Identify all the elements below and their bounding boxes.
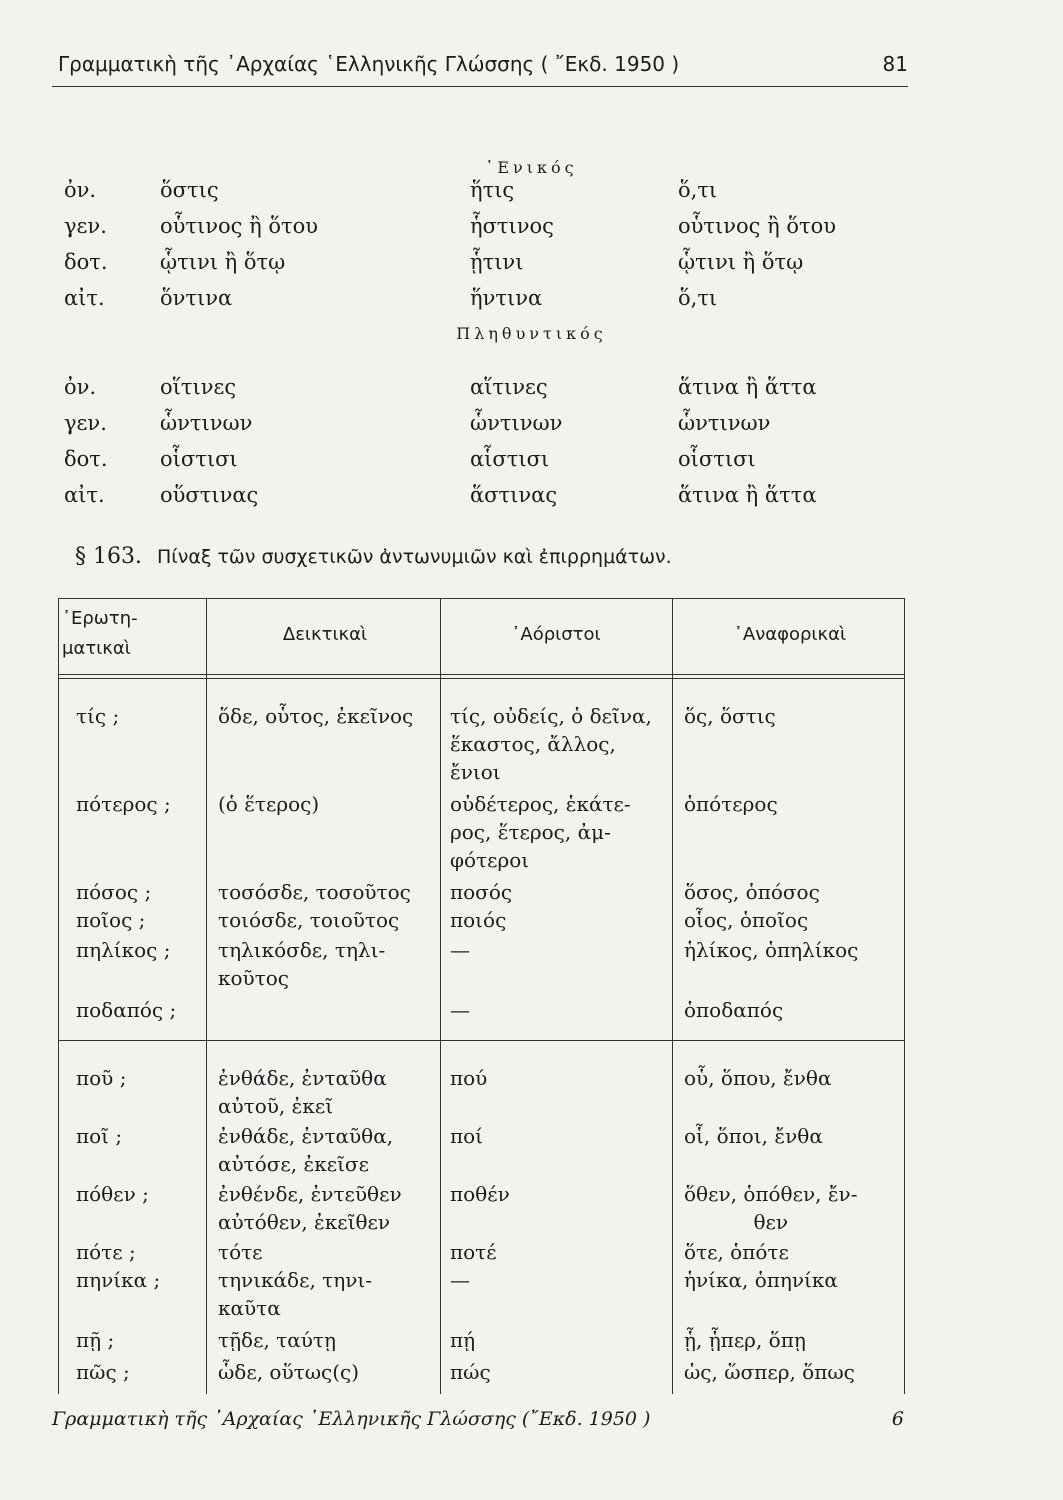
table-cell: ποῖ ; <box>76 1124 123 1148</box>
table-cell: ᾗ, ᾗπερ, ὅπῃ <box>684 1328 806 1352</box>
table-cell: ὁποδαπός <box>684 998 784 1022</box>
table-cell: τηλικόσδε, τηλι- κοῦτος <box>218 938 386 990</box>
paradigm-form: αἷστισι <box>470 447 550 471</box>
paradigm-form: οἵτινες <box>160 375 237 399</box>
table-cell: ἡλίκος, ὁπηλίκος <box>684 938 859 962</box>
table-cell: πότε ; <box>76 1240 136 1264</box>
table-cell: ἐνθάδε, ἐνταῦθα, αὐτόσε, ἐκεῖσε <box>218 1124 394 1176</box>
table-cell: τίς ; <box>76 704 120 728</box>
table-cell: πῄ <box>450 1328 476 1352</box>
table-cell: πού <box>450 1066 488 1090</box>
paradigm-form: ἧστινος <box>470 214 554 238</box>
table-cell: οἷος, ὁποῖος <box>684 908 809 932</box>
paradigm-form: οἷστισι <box>160 447 238 471</box>
table-header-cell: ᾿Ερωτη- ματικαὶ <box>62 608 138 659</box>
table-cell: ὅτε, ὁπότε <box>684 1240 789 1264</box>
table-cell: τίς, οὐδείς, ὁ δεῖνα, ἕκαστος, ἄλλος, ἔνιοι <box>450 704 652 784</box>
paradigm-form: οὗτινος ἢ ὅτου <box>160 214 319 238</box>
paradigm-row <box>64 375 884 405</box>
paradigm-form: ἅτινα ἢ ἅττα <box>678 483 817 507</box>
table-top-rule <box>58 598 904 599</box>
case-label: γεν. <box>64 214 107 238</box>
table-cell: ποῦ ; <box>76 1066 127 1090</box>
table-cell: ποσός <box>450 880 513 904</box>
case-label: αἰτ. <box>64 286 105 310</box>
table-header-cell: Δεικτικαὶ <box>282 624 368 645</box>
table-header-cell: ᾿Αόριστοι <box>511 624 601 645</box>
table-cell: (ὁ ἕτερος) <box>218 792 320 816</box>
table-cell: τῇδε, ταύτῃ <box>218 1328 336 1352</box>
table-cell: ποθέν <box>450 1182 510 1206</box>
table-cell: ὡς, ὥσπερ, ὅπως <box>684 1360 855 1384</box>
case-label: ὀν. <box>64 375 97 399</box>
paradigm-row <box>64 214 884 244</box>
table-cell: ὁπότερος <box>684 792 778 816</box>
table-cell: πῶς ; <box>76 1360 130 1384</box>
paradigm-row <box>64 411 884 441</box>
table-header-cell: ᾿Αναφορικαὶ <box>733 624 847 645</box>
case-label: γεν. <box>64 411 107 435</box>
paradigm-form: αἵτινες <box>470 375 548 399</box>
paradigm-row <box>64 483 884 513</box>
table-header-rule <box>58 678 904 679</box>
paradigm-form: ἅστινας <box>470 483 558 507</box>
case-label: αἰτ. <box>64 483 105 507</box>
table-cell: πῇ ; <box>76 1328 115 1352</box>
table-border-left <box>58 598 59 1394</box>
table-cell: — <box>450 1268 470 1292</box>
table-cell: τοσόσδε, τοσοῦτος <box>218 880 411 904</box>
paradigm-form: ἥντινα <box>470 286 543 310</box>
paradigm-form: ὅ,τι <box>678 286 718 310</box>
table-cell: ὅδε, οὗτος, ἐκεῖνος <box>218 704 414 728</box>
paradigm-form: ὅντινα <box>160 286 233 310</box>
paradigm-form: ᾧτινι ἢ ὅτῳ <box>160 250 286 274</box>
paradigm-row <box>64 178 884 208</box>
table-cell: οἷ, ὅποι, ἔνθα <box>684 1124 823 1148</box>
table-column-rule <box>440 598 441 1394</box>
paradigm-row <box>64 447 884 477</box>
table-cell: πόθεν ; <box>76 1182 149 1206</box>
table-cell: τοιόσδε, τοιοῦτος <box>218 908 400 932</box>
table-cell: ποί <box>450 1124 484 1148</box>
paradigm-form: ὧντινων <box>160 411 253 435</box>
page-number: 81 <box>882 52 908 76</box>
table-cell: πηνίκα ; <box>76 1268 161 1292</box>
table-cell: ποιός <box>450 908 507 932</box>
paradigm-form: ὅστις <box>160 178 219 202</box>
table-cell: ἡνίκα, ὁπηνίκα <box>684 1268 838 1292</box>
case-label: ὀν. <box>64 178 97 202</box>
footer <box>52 1408 904 1438</box>
paradigm-form: οὕστινας <box>160 483 259 507</box>
header-rule <box>52 86 908 87</box>
footer-title: Γραμματικὴ τῆς ᾿Αρχαίας ῾Ελληνικῆς Γλώσσης (῎Εκδ. 1950 ) <box>52 1408 651 1430</box>
table-cell: ποῖος ; <box>76 908 146 932</box>
paradigm-form: οὗτινος ἢ ὅτου <box>678 214 837 238</box>
paradigm-form: ἥτις <box>470 178 515 202</box>
plural-heading: Πληθυντικός <box>456 324 607 343</box>
paradigm-form: ᾧτινι ἢ ὅτῳ <box>678 250 804 274</box>
table-cell: ποτέ <box>450 1240 497 1264</box>
case-label: δοτ. <box>64 250 108 274</box>
section-163-heading <box>75 544 672 569</box>
table-header-rule <box>58 674 904 675</box>
table-cell: ἐνθάδε, ἐνταῦθα αὐτοῦ, ἐκεῖ <box>218 1066 387 1118</box>
paradigm-form: ὧντινων <box>470 411 563 435</box>
footer-signature: 6 <box>891 1408 904 1430</box>
table-cell: τότε <box>218 1240 263 1264</box>
paradigm-form: ἅτινα ἢ ἅττα <box>678 375 817 399</box>
singular-heading: ῾Ενικός <box>485 158 578 177</box>
table-cell: — <box>450 938 470 962</box>
table-border-right <box>904 598 905 1394</box>
table-cell: πώς <box>450 1360 491 1384</box>
table-cell: ὅθεν, ὁπόθεν, ἔν- θεν <box>684 1182 858 1234</box>
paradigm-form: οἷστισι <box>678 447 756 471</box>
table-cell: οὐδέτερος, ἑκάτε- ρος, ἕτερος, ἀμ- φότεροι <box>450 792 631 872</box>
table-cell: ὅσος, ὁπόσος <box>684 880 820 904</box>
paradigm-row <box>64 286 884 316</box>
section-number: § 163. <box>75 544 142 569</box>
table-cell: ὧδε, οὕτως(ς) <box>218 1360 360 1384</box>
table-cell: ὅς, ὅστις <box>684 704 776 728</box>
table-cell: οὗ, ὅπου, ἔνθα <box>684 1066 832 1090</box>
paradigm-form: ὅ,τι <box>678 178 718 202</box>
paradigm-row <box>64 250 884 280</box>
table-column-rule <box>672 598 673 1394</box>
correlative-table <box>58 598 904 1394</box>
section-title: Πίναξ τῶν συσχετικῶν ἀντωνυμιῶν καὶ ἐπιρρημάτων. <box>156 546 672 568</box>
table-group-rule <box>58 1040 904 1041</box>
table-cell: πηλίκος ; <box>76 938 171 962</box>
table-cell: ἐνθένδε, ἐντεῦθεν αὐτόθεν, ἐκεῖθεν <box>218 1182 402 1234</box>
table-cell: ποδαπός ; <box>76 998 177 1022</box>
table-column-rule <box>206 598 207 1394</box>
paradigm-form: ὧντινων <box>678 411 771 435</box>
table-cell: πότερος ; <box>76 792 171 816</box>
table-cell: — <box>450 998 470 1022</box>
table-cell: πόσος ; <box>76 880 152 904</box>
case-label: δοτ. <box>64 447 108 471</box>
paradigm-form: ᾗτινι <box>470 250 524 274</box>
running-header <box>58 52 908 84</box>
header-title: Γραμματικὴ τῆς ᾿Αρχαίας ῾Ελληνικῆς Γλώσσης ( ῎Εκδ. 1950 ) <box>58 52 680 76</box>
table-cell: τηνικάδε, τηνι- καῦτα <box>218 1268 372 1320</box>
